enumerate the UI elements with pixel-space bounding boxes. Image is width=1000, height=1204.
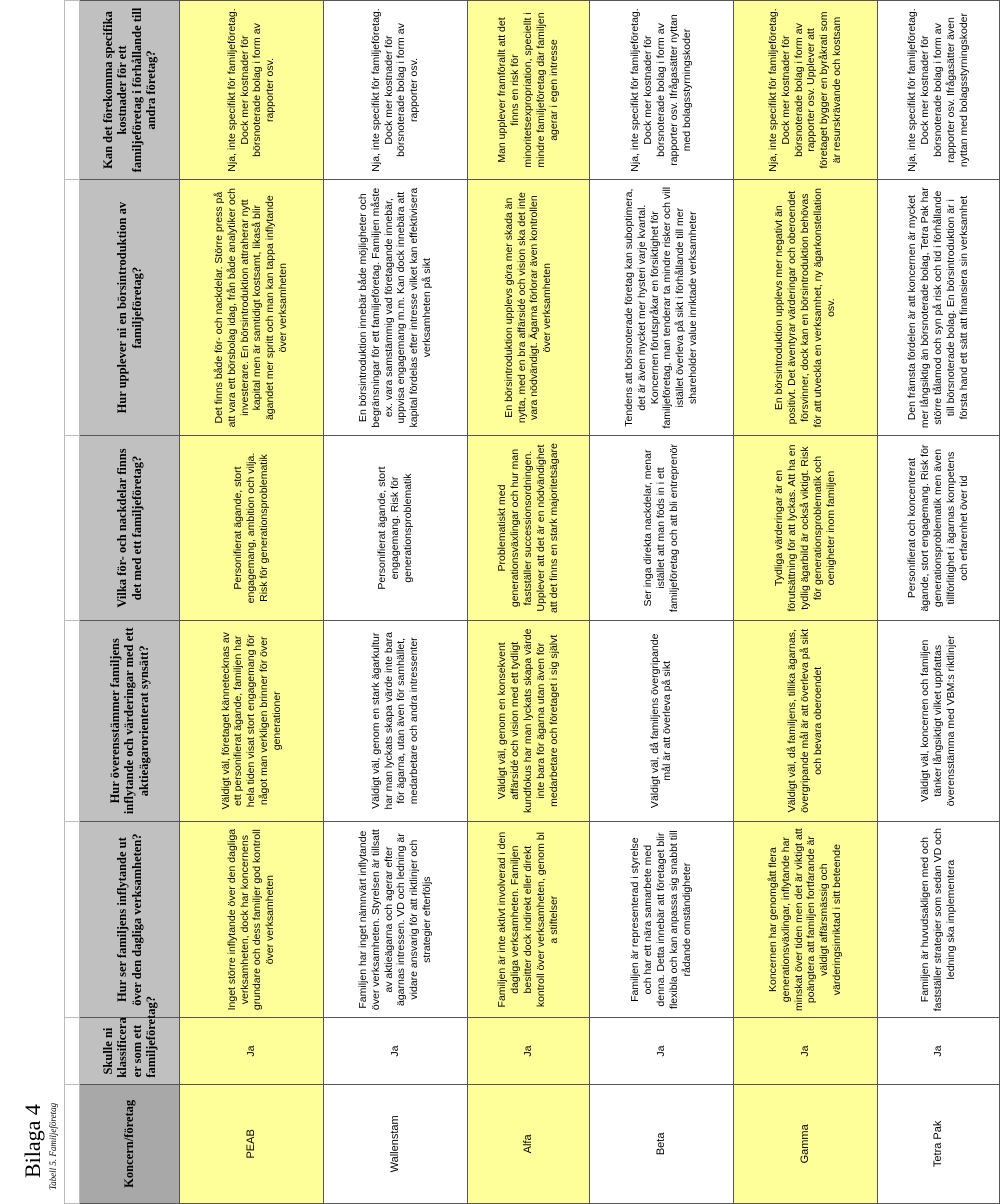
page-title-text: Bilaga 4 [20, 1104, 45, 1178]
table-row [733, 1, 877, 1204]
shareholder-cell: Väldigt väl, genom en stark ägarkultur har man lyckats skapa värde inte bara för ägarna, utan även för samhället, medarbetare och andra intressenter [323, 620, 467, 821]
influence-cell: Inget större inflytande över den dagliga verksamheten, dock har koncernens grundare och dess familjer god kontroll över verksamheten [180, 821, 324, 1018]
header-cell: Hur upplever ni en börsintroduktion av familjeföretag? [80, 180, 180, 436]
influence-cell: Familjen är inte aktivt involverad i den dagliga verksamheten. Familjen besitter dock indirekt eller direkt kontroll över verksamheten, genom bl a stiftelser [467, 821, 589, 1018]
costs-cell: Man upplever framförallt att det finns en risk för minoritetsexpropriation, speciellt i mindre familjeföretag där familjen agerar i egen intresse [467, 1, 589, 180]
classify-cell: Ja [323, 1018, 467, 1084]
table-row [467, 1, 589, 1204]
shareholder-cell: Väldigt väl, företaget kännetecknas av ett personifierat ägande, familjen har hela tiden visat stort engagemang för något man verkligen brinner för över generationer [180, 620, 324, 821]
ipo-cell: En börsintroduktion upplevs mer negativt än positivt. Det äventyrar värderingar och oberoendet försvinner, dock kan en börsintroduktion behövas för att utveckla en verksamhet, ny ägarkonstellation osv. [733, 180, 877, 436]
company-cell: PEAB [180, 1084, 324, 1203]
company-cell: Wallenstam [323, 1084, 467, 1203]
table-row [877, 1, 999, 1204]
classify-cell: Ja [467, 1018, 589, 1084]
shareholder-cell: Väldigt väl, då familjens övergripande mål är att överleva på sikt [589, 620, 733, 821]
costs-cell: Nja, inte specifikt för familjeföretag. Dock mer kostnader för börsnoterade bolag i form av rapporter osv. Ifrågasätter nyttan med bolagsstyrningskoder [589, 1, 733, 180]
header-cell: Kan det förekomma specifika kostnader för ett familjeföretag i förhållande till andra företag? [80, 1, 180, 180]
family-business-table [64, 0, 1000, 1204]
ipo-cell: En börsintroduktion innebär både möjligheter och begränsningar för ett familjeföretag. Familjen måste ex. vara samstämmig vad företagande innebär, uppvisa engagemang m.m. Kan dock innebära att kapital fördelas efter intresse vilket kan effektivisera verksamheten på sikt [323, 180, 467, 436]
company-cell: Beta [589, 1084, 733, 1203]
classify-cell: Ja [180, 1018, 324, 1084]
header-cell: Skulle ni klassificera er som ett familjeföretag? [80, 1018, 180, 1084]
procon-cell: Personifierat och koncentrerat ägande, stort engagemang. Risk för generationsproblematik men även tillförlitighet i ägarnas kompetens och erfarenhet över tid [877, 436, 999, 620]
ipo-cell: Den främsta fördelen är att koncernen är mycket mer långsiktig än börsnoterade bolag, Tetra Pak har större tålamod och syn på risk och tid i förhållande till börsnoterade bolag. En börsintroduktion är i första hand ett sätt att finansiera sin verksamhet [877, 180, 999, 436]
classify-cell: Ja [877, 1018, 999, 1084]
company-cell: Gamma [733, 1084, 877, 1203]
rotated-table [64, 0, 1000, 1204]
header-cell: Hur ser familjens inflytande ut över den dagliga verksamheten? [80, 821, 180, 1018]
company-cell: Tetra Pak [877, 1084, 999, 1203]
costs-cell: Nja, inte specifikt för familjeföretag. Dock mer kostnader för börsnoterade bolag i form av rapporter osv. [323, 1, 467, 180]
company-cell: Alfa [467, 1084, 589, 1203]
ipo-cell: Det finns både för- och nackdelar. Större press på att vara ett börsbolag idag, från både analytiker och investerare. En börsintroduktion attraherar nytt kapital men är samtidigt kostsamt, likaså blir ägandet mer spritt och man kan tappa inflytande över verksamheten [180, 180, 324, 436]
header-cell: Koncern/företag [80, 1084, 180, 1203]
costs-cell: Nja, inte specifikt för familjeföretag. Dock mer kostnader för börsnoterade bolag i form av rapporter osv. [180, 1, 324, 180]
classify-cell: Ja [589, 1018, 733, 1084]
table-caption-text: Tabell 5. Familjeföretag [48, 1102, 58, 1190]
influence-cell: Familjen har inget nämnvärt inflytande över verksamheten. Styrelsen är tillsatt av aktieägarna och agerar efter ägarnas intressen. VD och ledning är vidare ansvarig för att riktlinjer och strategier efterföljs [323, 821, 467, 1018]
table-row [589, 1, 733, 1204]
header-row [80, 1, 180, 1204]
page-title [0, 1104, 45, 1204]
shareholder-cell: Väldigt väl, då familjens, tillika ägarnas, övergripande mål är att överleva på sikt och bevara oberoendet [733, 620, 877, 821]
influence-cell: Koncernen har genomgått flera generationsväxlingar, inflytande har minskat över tiden men det är viktigt att poängtera att familjen fortfarande är väldigt affärsmässig och värderingsinriktad i sitt beteende [733, 821, 877, 1018]
ipo-cell: En börsintroduktion upplevs göra mer skada än nytta, med en bra affärsidé och vision ska det inte vara nödvändigt. Ägarna förlorar även kontrollen över verksamheten [467, 180, 589, 436]
table-caption [48, 1070, 62, 1200]
ipo-cell: Tendens att börsnoterade företag kan suboptimera, det är även mycket mer hysteri varje kvartal. Koncernen förutspråkar en försiktighet för familjeföretag, man tenderar ta mindre risker och vill istället överleva på sikt i förhållande till mer shareholder value inriktade verksamheter [589, 180, 733, 436]
table-row [323, 1, 467, 1204]
classify-cell: Ja [733, 1018, 877, 1084]
shareholder-cell: Väldigt väl, genom en konsekvent affärsidé och vision med ett tydligt kundfokus har man lyckats skapa värde inte bara för ägarna utan även för medarbetare och företaget i sig självt [467, 620, 589, 821]
spacer-row [65, 1, 80, 1204]
costs-cell: Nja, inte specifikt för familjeföretag. Dock mer kostnader för börsnoterade bolag i form av rapporter osv. Ifrågasätter även nyttan med bolagsstyrningskoder [877, 1, 999, 180]
header-cell: Vilka för- och nackdelar finns det med ett familjeföretag? [80, 436, 180, 620]
procon-cell: Tydliga värderingar är en förutsättning för att lyckas. Att ha en tydlig ägarbild är också viktigt. Risk för generationsproblematik och oenigheter inom familjen [733, 436, 877, 620]
shareholder-cell: Väldigt väl, koncernen och familjen tänker långsiktigt vilket uppfattas överensstämma med VBM:s riktlinjer [877, 620, 999, 821]
procon-cell: Ser inga direkta nackdelar, menar istället att man föds in i ett familjeföretag och att bli entreprenör [589, 436, 733, 620]
table-container [64, 0, 1000, 1204]
procon-cell: Problematiskt med generationsväxlingar och hur man fastställer successionsordningen. Upplever att det är en nödvändighet att det finns en stark majoritetsägare [467, 436, 589, 620]
influence-cell: Familjen är huvudsakligen med och fastställer strategier som sedan VD och ledning ska implementera [877, 821, 999, 1018]
table-row [180, 1, 324, 1204]
procon-cell: Personifierat ägande, stort engagemang, ambition och vilja. Risk för generationsproblematik [180, 436, 324, 620]
costs-cell: Nja, inte specifikt för familjeföretag. Dock mer kostnader för börsnoterade bolag i form av rapporter osv. Upplever att företaget bygger en byråkrati som är resurskrävande och kostsam [733, 1, 877, 180]
header-cell: Hur överensstämmer familjens inflytande och värderingar med ett aktieägarorienterat synsätt? [80, 620, 180, 821]
procon-cell: Personifierat ägande, stort engagemang. Risk för generationsproblematik [323, 436, 467, 620]
influence-cell: Familjen är representerad i styrelse och har ett nära samarbete med denna. Detta innebär att företaget blir flexibla och kan anpassa sig snabbt till rådande omständigheter [589, 821, 733, 1018]
